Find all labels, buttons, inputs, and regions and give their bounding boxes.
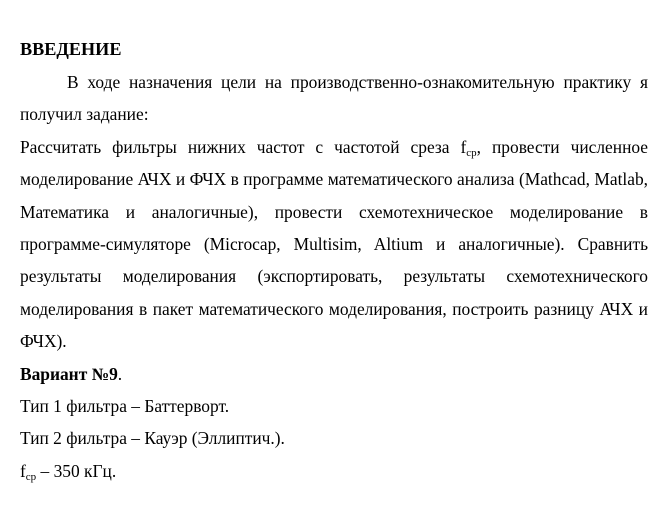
section-heading: ВВЕДЕНИЕ [20, 39, 122, 59]
intro-paragraph: В ходе назначения цели на производственно-ознакомительную практику я получил задание: [20, 72, 648, 125]
freq-subscript: ср [25, 470, 37, 483]
filter-type-1: Тип 1 фильтра – Баттерворт. [20, 396, 230, 417]
freq-value: – 350 кГц. [36, 460, 117, 481]
cutoff-frequency-line [20, 455, 648, 487]
task-text-start: Рассчитать фильтры нижних частот с частотой среза f [20, 136, 467, 157]
task-paragraph [20, 131, 648, 358]
task-subscript: ср [466, 146, 477, 159]
freq-symbol: f [20, 460, 26, 481]
filter-type-2: Тип 2 фильтра – Кауэр (Эллиптич.). [20, 428, 285, 449]
task-text-rest: , провести численное моделирование АЧХ и ФЧХ в программе математического анализа (Mathcad, Matlab, Математика и аналогичные), провести схемотехническое моделирование в программе-симуляторе (Microcap, Multisim, Altium и аналогичные). Сравнить результаты моделирования (экспортировать, результаты схемотехнического моделирования в пакет математического моделирования, построить разницу АЧХ и ФЧХ). [20, 136, 648, 352]
document-page [20, 34, 648, 487]
variant-line [20, 358, 648, 390]
variant-tail: . [117, 363, 123, 384]
variant-label: Вариант №9 [20, 363, 118, 384]
